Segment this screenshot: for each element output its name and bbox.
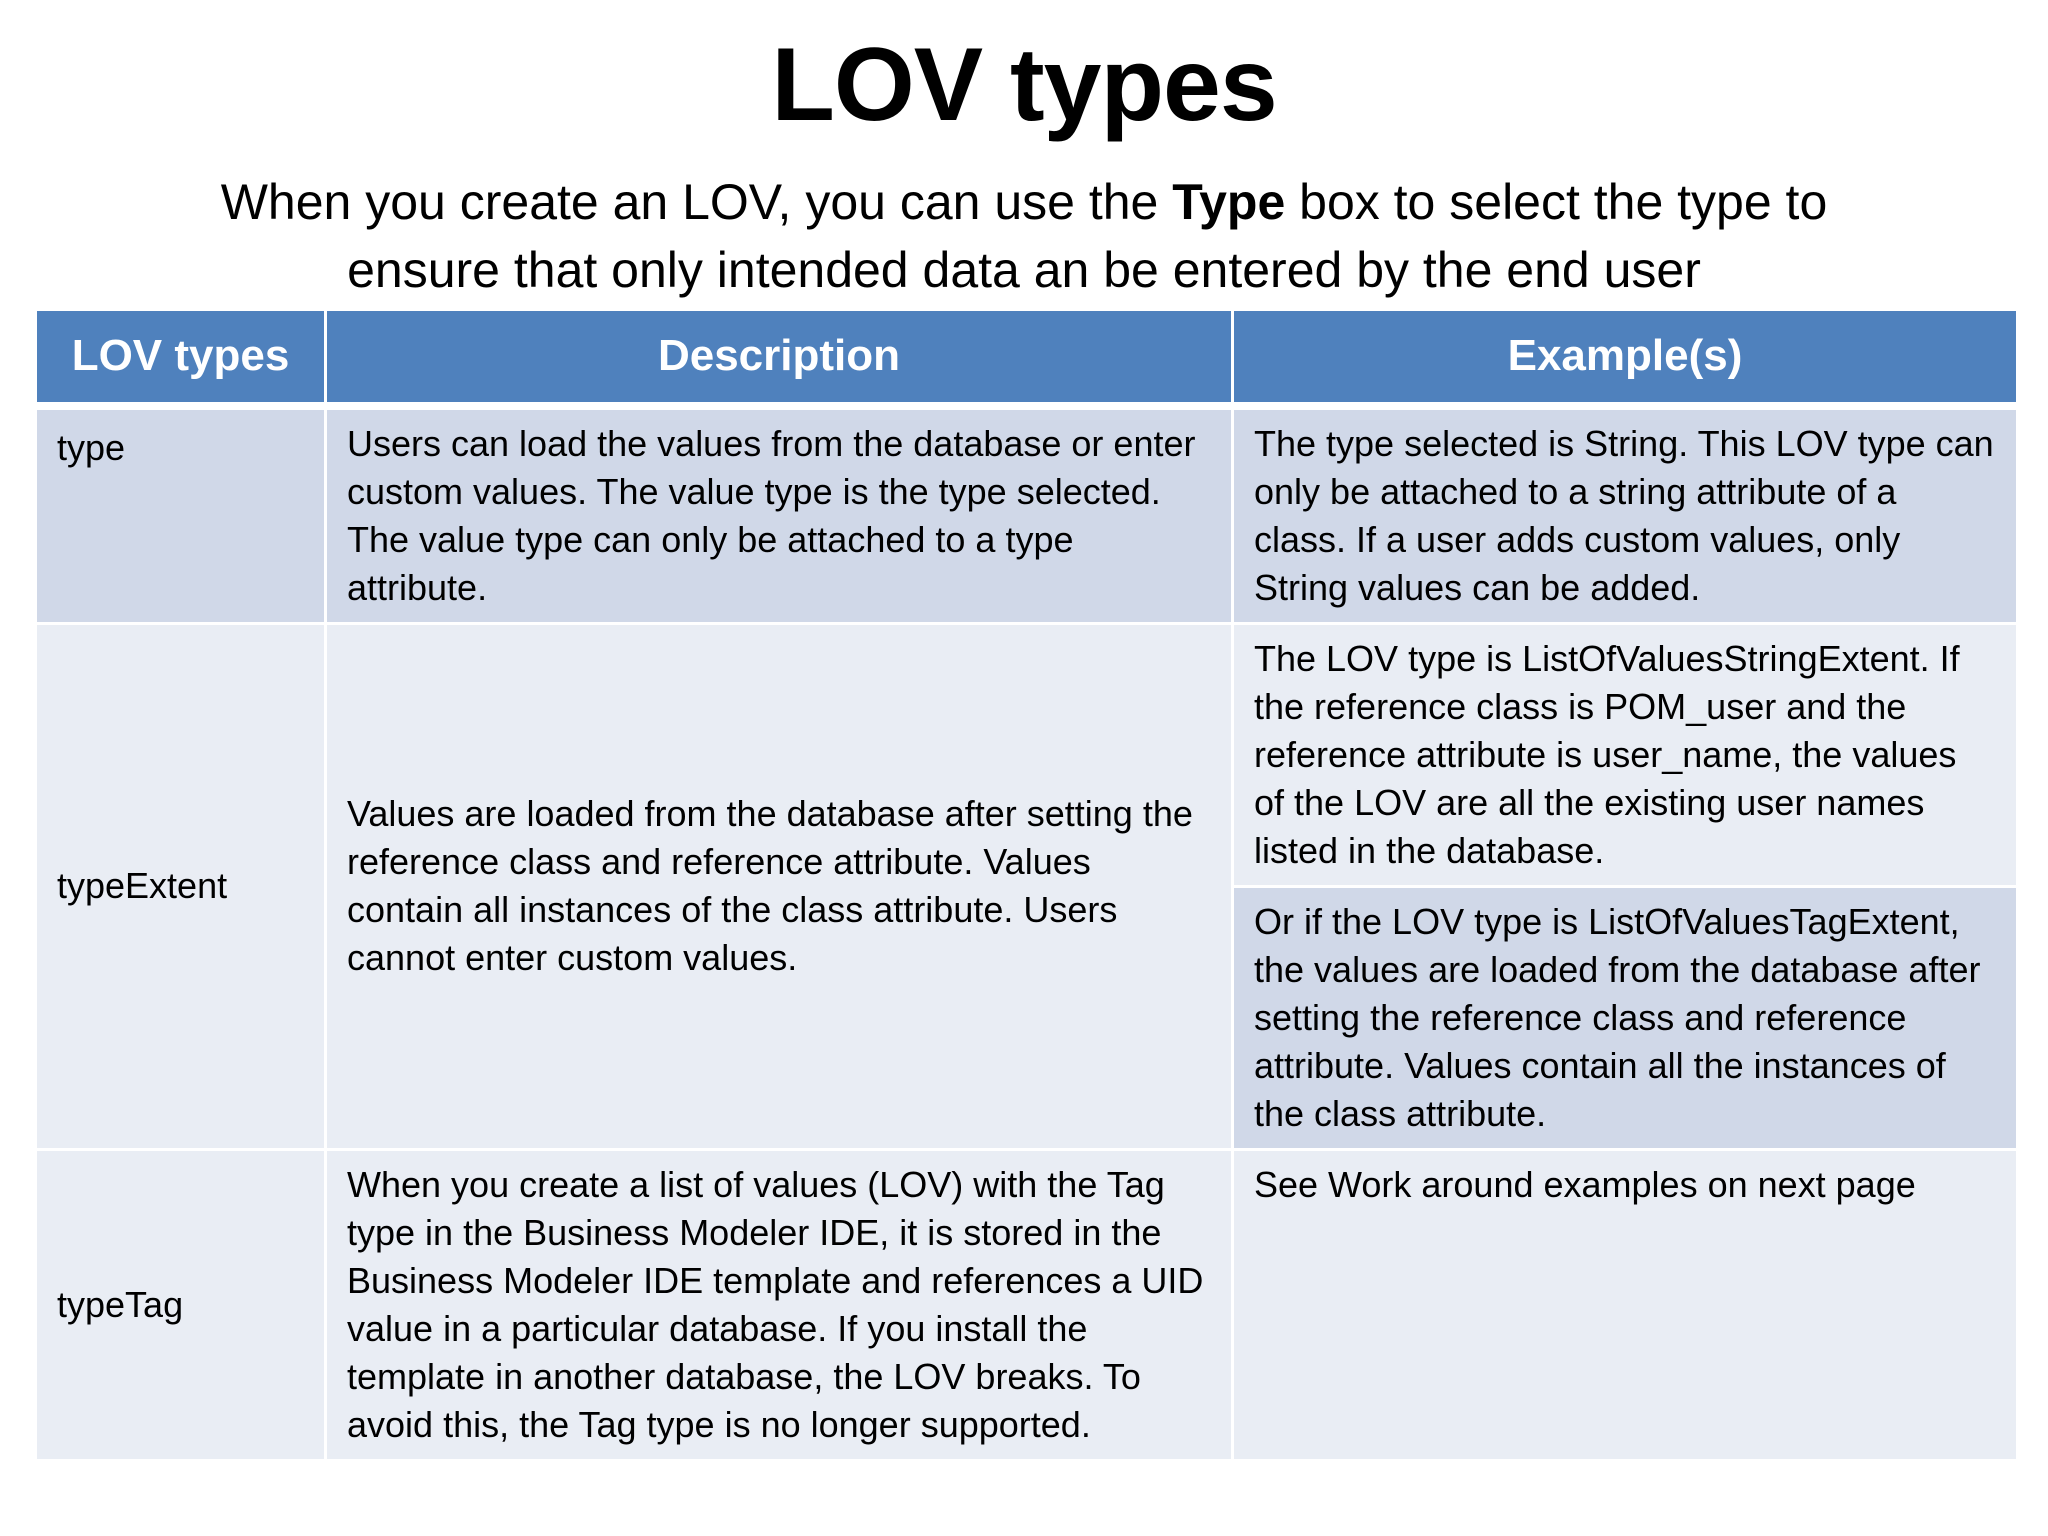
cell-typetag-description: When you create a list of values (LOV) with the Tag type in the Business Modeler IDE, it is stored in the Business Modeler IDE template and references a UID value in a particular database. If you install the template in another database, the LOV breaks. To avoid this, the Tag type is no longer supported. xyxy=(326,1149,1233,1460)
slide-subtitle xyxy=(150,168,1898,304)
cell-type-name: type xyxy=(36,406,326,624)
cell-typetag-name: typeTag xyxy=(36,1149,326,1460)
table-header-row xyxy=(36,310,2018,406)
header-examples: Example(s) xyxy=(1233,310,2018,406)
subtitle-text-start: When you create an LOV, you can use the xyxy=(220,174,1173,230)
table-row-type xyxy=(36,406,2018,624)
cell-type-example: The type selected is String. This LOV type can only be attached to a string attribute of a class. If a user adds custom values, only String values can be added. xyxy=(1233,406,2018,624)
cell-typeextent-example-2: Or if the LOV type is ListOfValuesTagExtent, the values are loaded from the database after setting the reference class and reference attribute. Values contain all the instances of the class attribute. xyxy=(1233,886,2018,1149)
header-description: Description xyxy=(326,310,1233,406)
cell-typeextent-description: Values are loaded from the database after setting the reference class and reference attribute. Values contain all instances of the class attribute. Users cannot enter custom values. xyxy=(326,623,1233,1149)
subtitle-bold-type: Type xyxy=(1172,174,1286,230)
subtitle-text-end: box to select the type to ensure that only intended data an be entered by the end user xyxy=(347,174,1828,298)
cell-typeextent-name: typeExtent xyxy=(36,623,326,1149)
lov-types-table xyxy=(34,308,2019,1462)
header-lov-types: LOV types xyxy=(36,310,326,406)
cell-typetag-example: See Work around examples on next page xyxy=(1233,1149,2018,1460)
cell-type-description: Users can load the values from the database or enter custom values. The value type is the type selected. The value type can only be attached to a type attribute. xyxy=(326,406,1233,624)
cell-typeextent-example-1: The LOV type is ListOfValuesStringExtent. If the reference class is POM_user and the reference attribute is user_name, the values of the LOV are all the existing user names listed in the database. xyxy=(1233,623,2018,886)
table-row-typetag xyxy=(36,1149,2018,1460)
slide-title: LOV types xyxy=(771,27,1277,143)
table-row-typeextent xyxy=(36,623,2018,886)
